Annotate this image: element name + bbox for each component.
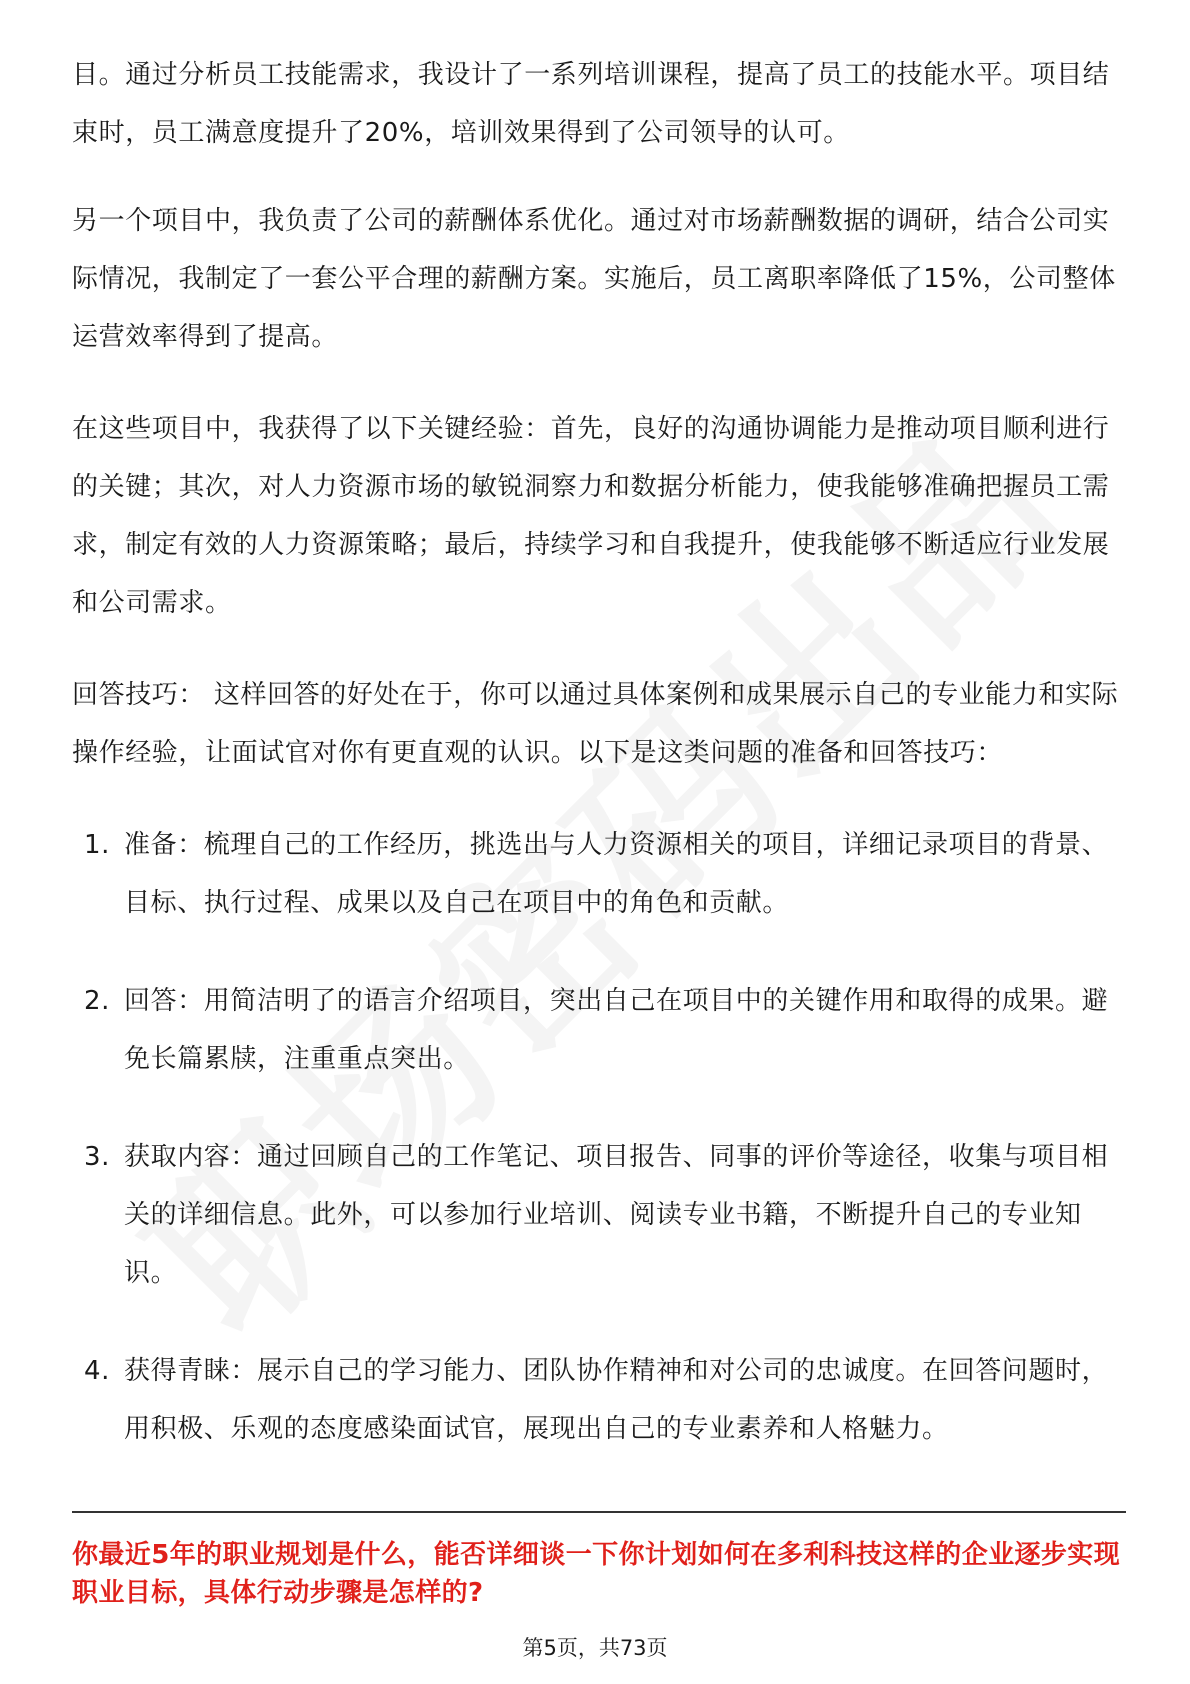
paragraph-training-result: 目。通过分析员工技能需求，我设计了一系列培训课程，提高了员工的技能水平。项目结束时，员工满意度提升了20%，培训效果得到了公司领导的认可。 [72, 60, 1110, 148]
paragraph-answer-tips: 回答技巧： 这样回答的好处在于，你可以通过具体案例和成果展示自己的专业能力和实际操作经验，让面试官对你有更直观的认识。以下是这类问题的准备和回答技巧： [72, 680, 1119, 768]
list-item-text: 获取内容：通过回顾自己的工作笔记、项目报告、同事的评价等途径，收集与项目相关的详细信息。此外，可以参加行业培训、阅读专业书籍，不断提升自己的专业知识。 [124, 1142, 1109, 1288]
paragraph-key-experience: 在这些项目中，我获得了以下关键经验：首先，良好的沟通协调能力是推动项目顺利进行的关键；其次，对人力资源市场的敏锐洞察力和数据分析能力，使我能够准确把握员工需求，制定有效的人力资源策略；最后，持续学习和自我提升，使我能够不断适应行业发展和公司需求。 [72, 414, 1110, 618]
list-item [72, 972, 1126, 1088]
list-item-number: 4. [84, 1356, 111, 1386]
document-body [72, 46, 1126, 1498]
list-item-text: 回答：用简洁明了的语言介绍项目，突出自己在项目中的关键作用和取得的成果。避免长篇累牍，注重重点突出。 [124, 986, 1109, 1074]
list-item [72, 1128, 1126, 1302]
list-item-number: 3. [84, 1142, 111, 1172]
list-item-number: 2. [84, 986, 111, 1016]
list-item-number: 1. [84, 830, 111, 860]
section-divider [72, 1511, 1126, 1513]
tips-list [72, 816, 1126, 1458]
list-item [72, 816, 1126, 932]
paragraph-salary-project: 另一个项目中，我负责了公司的薪酬体系优化。通过对市场薪酬数据的调研，结合公司实际情况，我制定了一套公平合理的薪酬方案。实施后，员工离职率降低了15%，公司整体运营效率得到了提高。 [72, 206, 1116, 352]
page-number: 第5页，共73页 [522, 1636, 668, 1660]
list-item [72, 1342, 1126, 1458]
next-question-heading: 你最近5年的职业规划是什么，能否详细谈一下你计划如何在多利科技这样的企业逐步实现职业目标，具体行动步骤是怎样的? [72, 1540, 1121, 1608]
list-item-text: 准备：梳理自己的工作经历，挑选出与人力资源相关的项目，详细记录项目的背景、目标、执行过程、成果以及自己在项目中的角色和贡献。 [124, 830, 1109, 918]
list-item-text: 获得青睐：展示自己的学习能力、团队协作精神和对公司的忠诚度。在回答问题时，用积极、乐观的态度感染面试官，展现出自己的专业素养和人格魅力。 [124, 1356, 1109, 1444]
